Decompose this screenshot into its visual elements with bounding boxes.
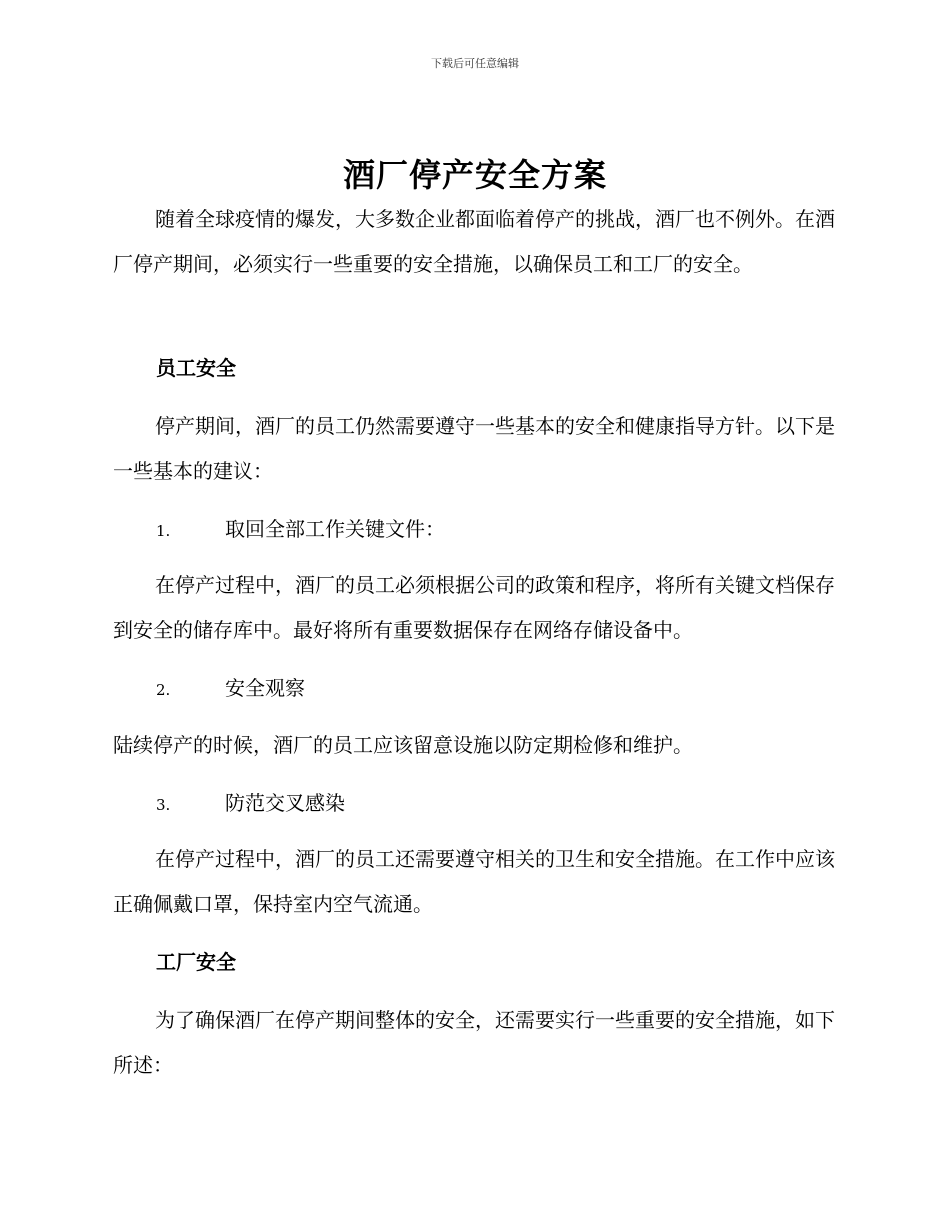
list-item-2-body: 陆续停产的时候，酒厂的员工应该留意设施以防定期检修和维护。 — [113, 733, 693, 757]
intro-paragraph-block — [113, 197, 837, 287]
list-label: 防范交叉感染 — [225, 791, 345, 815]
list-item-1-body: 在停产过程中，酒厂的员工必须根据公司的政策和程序，将所有关键文档保存到安全的储存库中。最好将所有重要数据保存在网络存储设备中。 — [113, 573, 835, 642]
list-item-1-body-block — [113, 563, 837, 653]
list-item-1 — [156, 514, 445, 546]
list-item-2-body-block — [113, 723, 837, 768]
staff-safety-paragraph: 停产期间，酒厂的员工仍然需要遵守一些基本的安全和健康指导方针。以下是一些基本的建议： — [113, 414, 835, 483]
list-item-3 — [156, 788, 345, 820]
intro-paragraph: 随着全球疫情的爆发，大多数企业都面临着停产的挑战，酒厂也不例外。在酒厂停产期间，必须实行一些重要的安全措施，以确保员工和工厂的安全。 — [113, 207, 835, 276]
section-heading-plant-safety: 工厂安全 — [156, 950, 236, 974]
header-note: 下载后可任意编辑 — [431, 57, 519, 70]
staff-safety-paragraph-block — [113, 404, 837, 494]
list-number: 1. — [156, 522, 171, 540]
list-label: 安全观察 — [225, 676, 305, 700]
list-item-2 — [156, 673, 305, 705]
plant-safety-paragraph-block — [113, 998, 837, 1088]
list-item-3-body: 在停产过程中，酒厂的员工还需要遵守相关的卫生和安全措施。在工作中应该正确佩戴口罩，保持室内空气流通。 — [113, 847, 835, 916]
list-number: 3. — [156, 796, 171, 814]
section-heading-staff-safety: 员工安全 — [156, 356, 236, 380]
list-item-3-body-block — [113, 837, 837, 927]
list-label: 取回全部工作关键文件： — [225, 517, 445, 541]
plant-safety-paragraph: 为了确保酒厂在停产期间整体的安全，还需要实行一些重要的安全措施，如下所述： — [113, 1008, 835, 1077]
list-number: 2. — [156, 681, 171, 699]
page-title: 酒厂停产安全方案 — [342, 156, 607, 194]
